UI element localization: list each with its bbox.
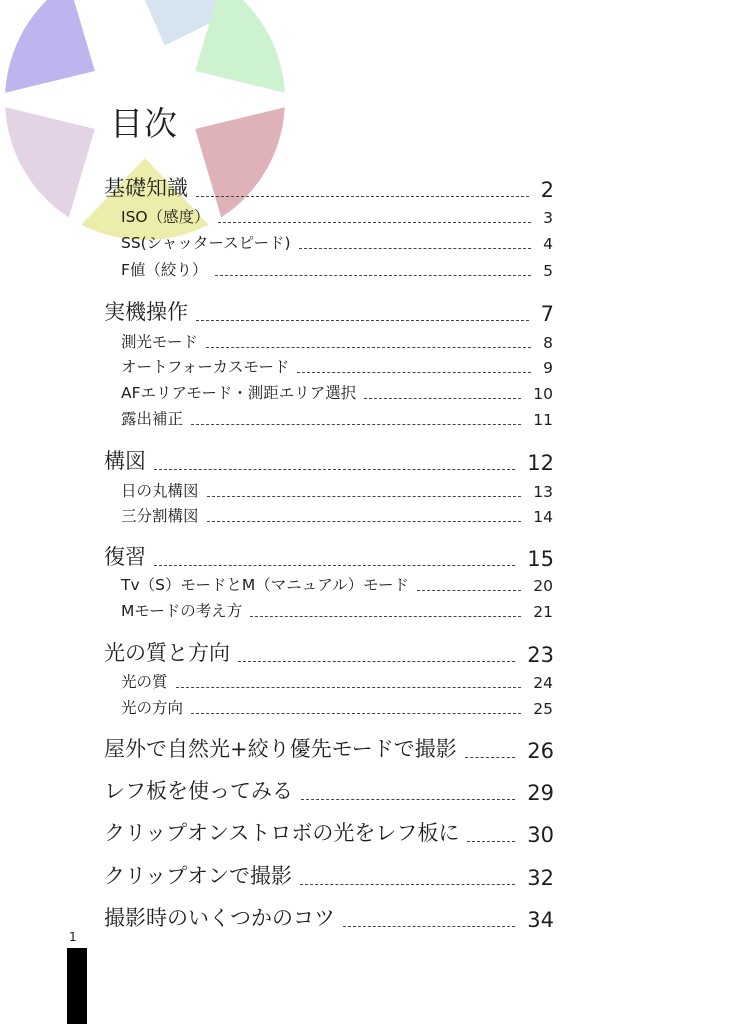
toc-entry[interactable]	[104, 860, 554, 890]
toc-entry[interactable]	[104, 445, 554, 475]
toc-entry-label: F値（絞り）	[121, 261, 208, 279]
toc-entry-label: 光の質	[121, 673, 168, 691]
toc-entry-label: レフ板を使ってみる	[104, 779, 293, 803]
toc-entry-page: 21	[533, 603, 553, 621]
toc-entry[interactable]	[121, 205, 553, 227]
toc-entry-label: SS(シャッタースピード)	[121, 234, 291, 252]
toc-entry[interactable]	[104, 817, 554, 847]
toc-entry[interactable]	[121, 504, 553, 526]
toc-entry[interactable]	[121, 231, 553, 253]
toc-entry[interactable]	[104, 733, 554, 763]
toc-leader-dots	[191, 713, 521, 714]
toc-entry[interactable]	[121, 479, 553, 501]
toc-entry-label: 基礎知識	[104, 176, 188, 200]
toc-entry[interactable]	[104, 775, 554, 805]
toc-entry[interactable]	[121, 670, 553, 692]
page-title: 目次	[110, 104, 178, 143]
toc-entry[interactable]	[121, 573, 553, 595]
toc-entry-page: 34	[527, 908, 554, 932]
toc-entry-page: 15	[527, 547, 554, 571]
toc-leader-dots	[417, 590, 521, 591]
toc-leader-dots	[154, 565, 515, 566]
toc-entry-label: 測光モード	[121, 333, 198, 351]
toc-entry-label: AFエリアモード・測距エリア選択	[121, 384, 357, 402]
toc-leader-dots	[196, 196, 529, 197]
toc-entry-page: 23	[527, 643, 554, 667]
toc-entry[interactable]	[121, 330, 553, 352]
toc-leader-dots	[238, 661, 515, 662]
toc-entry-label: クリップオンストロボの光をレフ板に	[104, 821, 460, 845]
toc-leader-dots	[343, 926, 515, 927]
toc-leader-dots	[297, 372, 531, 373]
toc-entry[interactable]	[104, 172, 554, 202]
toc-entry[interactable]	[104, 902, 554, 932]
toc-entry-label: 撮影時のいくつかのコツ	[104, 906, 335, 930]
toc-entry-page: 12	[527, 451, 554, 475]
toc-entry[interactable]	[121, 407, 553, 429]
toc-entry[interactable]	[121, 258, 553, 280]
toc-entry-page: 13	[533, 483, 553, 501]
toc-leader-dots	[300, 884, 515, 885]
toc-entry[interactable]	[121, 696, 553, 718]
side-tab-marker	[67, 948, 87, 1024]
toc-leader-dots	[207, 496, 522, 497]
toc-entry-label: 実機操作	[104, 300, 188, 324]
toc-entry-page: 32	[527, 866, 554, 890]
toc-entry-page: 2	[540, 178, 554, 202]
toc-entry-label: 構図	[104, 449, 146, 473]
toc-entry-label: オートフォーカスモード	[121, 358, 290, 376]
toc-entry[interactable]	[121, 355, 553, 377]
toc-entry-page: 3	[543, 209, 553, 227]
toc-entry[interactable]	[104, 296, 554, 326]
toc-leader-dots	[467, 841, 515, 842]
toc-entry-label: Mモードの考え方	[121, 602, 243, 620]
toc-entry-label: 屋外で自然光+絞り優先モードで撮影	[104, 737, 457, 761]
page-number: 1	[69, 930, 77, 944]
toc-entry-page: 20	[533, 577, 553, 595]
toc-leader-dots	[250, 616, 521, 617]
toc-leader-dots	[299, 248, 532, 249]
toc-entry-page: 9	[543, 359, 553, 377]
toc-leader-dots	[196, 320, 529, 321]
toc-leader-dots	[215, 275, 531, 276]
toc-entry-page: 14	[533, 508, 553, 526]
toc-entry-label: クリップオンで撮影	[104, 864, 292, 888]
toc-entry-page: 4	[543, 235, 553, 253]
toc-leader-dots	[207, 521, 522, 522]
toc-entry-page: 29	[527, 781, 554, 805]
toc-entry-page: 25	[533, 700, 553, 718]
toc-entry[interactable]	[121, 381, 553, 403]
toc-leader-dots	[176, 687, 522, 688]
toc-leader-dots	[218, 222, 532, 223]
toc-entry-page: 10	[533, 385, 553, 403]
toc-entry[interactable]	[121, 599, 553, 621]
toc-entry-label: 光の方向	[121, 699, 184, 717]
toc-entry-label: ISO（感度）	[121, 208, 210, 226]
toc-entry-label: 露出補正	[121, 410, 184, 428]
toc-entry-label: Tv（S）モードとM（マニュアル）モード	[121, 576, 409, 594]
toc-entry-label: 三分割構図	[121, 507, 199, 525]
toc-leader-dots	[301, 799, 515, 800]
toc-entry-page: 7	[540, 302, 554, 326]
toc-entry-page: 24	[533, 674, 553, 692]
toc-entry-page: 26	[527, 739, 554, 763]
toc-leader-dots	[154, 469, 515, 470]
toc-entry-page: 30	[527, 823, 554, 847]
toc-entry-page: 5	[543, 262, 553, 280]
toc-leader-dots	[206, 347, 531, 348]
toc-entry[interactable]	[104, 637, 554, 667]
toc-entry-label: 光の質と方向	[104, 641, 230, 665]
toc-leader-dots	[465, 757, 516, 758]
toc-entry-label: 復習	[104, 545, 146, 569]
toc-entry-label: 日の丸構図	[121, 482, 199, 500]
toc-entry-page: 11	[533, 411, 553, 429]
toc-entry-page: 8	[543, 334, 553, 352]
toc-leader-dots	[364, 398, 521, 399]
toc-entry[interactable]	[104, 541, 554, 571]
toc-leader-dots	[191, 424, 521, 425]
